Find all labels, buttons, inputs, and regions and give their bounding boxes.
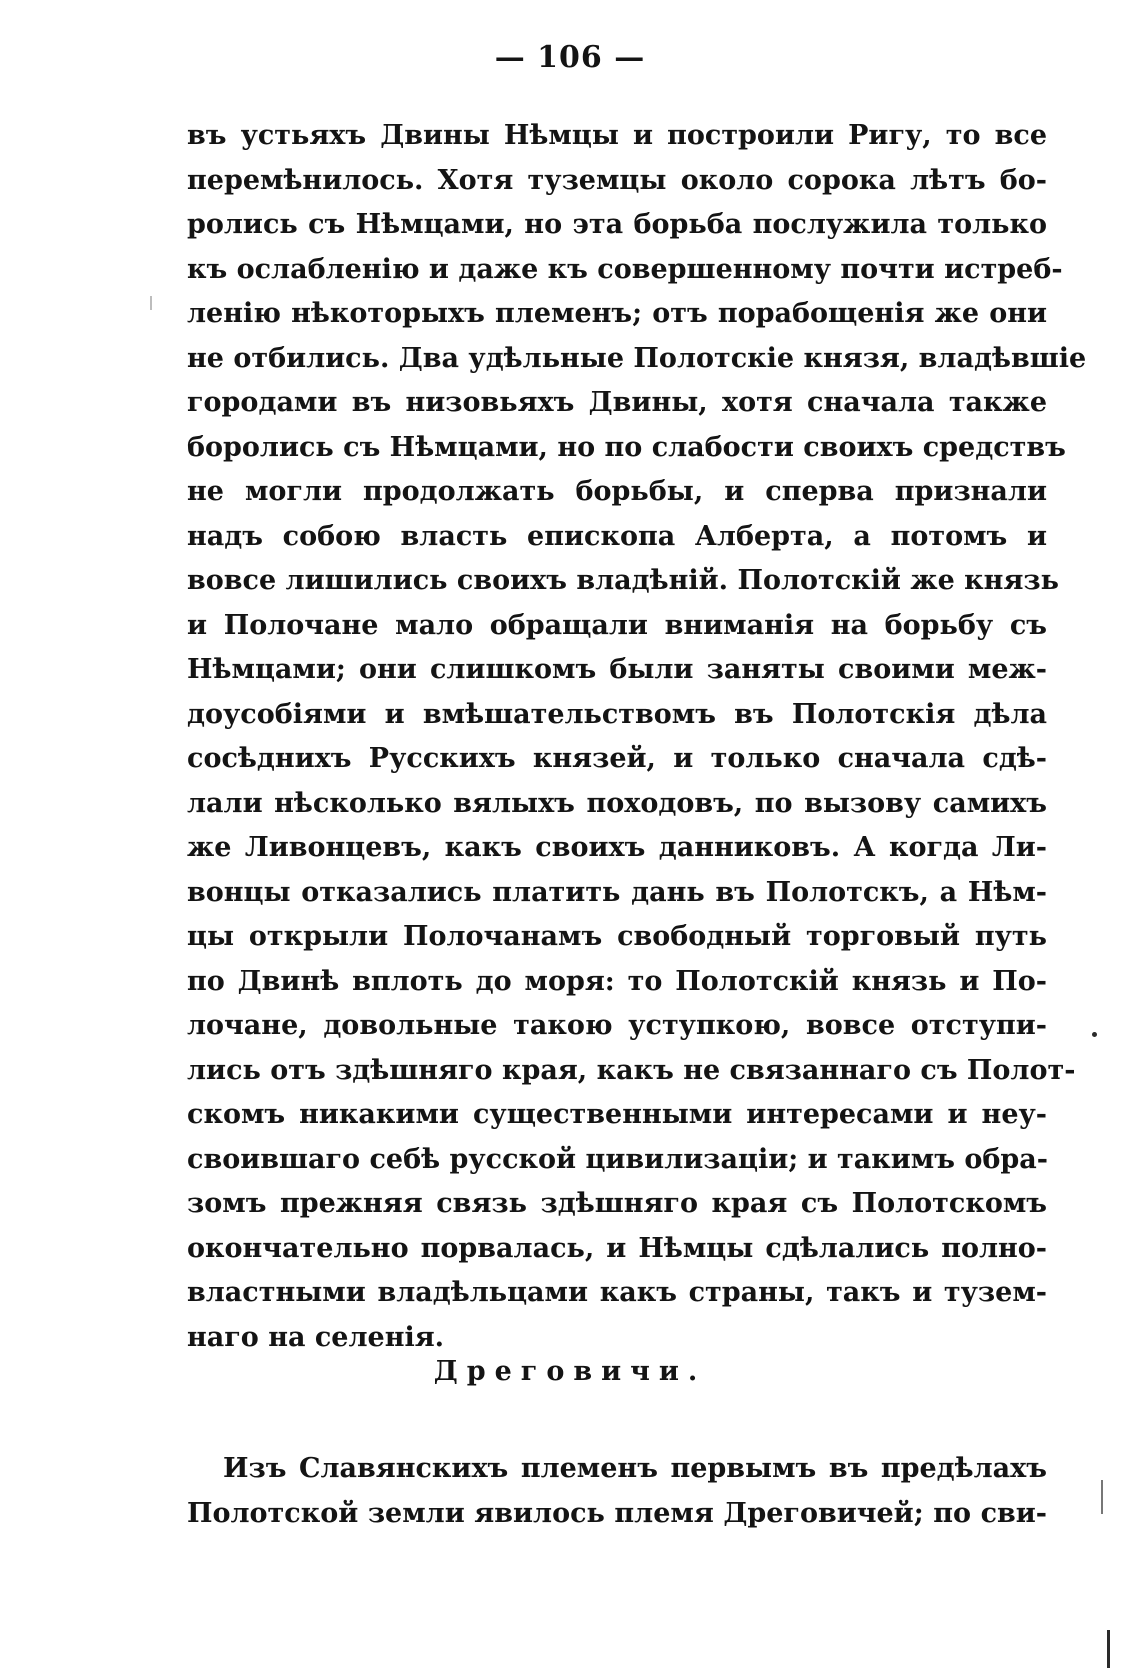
- margin-mark: [1092, 1032, 1097, 1037]
- margin-mark: [1107, 1630, 1110, 1668]
- paragraph-2: [187, 1447, 1047, 1536]
- text-line: къ ослабленію и даже къ совершенному почти истреб-: [187, 253, 1063, 285]
- text-line: перемѣнилось. Хотя туземцы около сорока лѣтъ бо-: [187, 164, 1047, 196]
- text-line: лали нѣсколько вялыхъ походовъ, по вызову самихъ: [187, 787, 1047, 819]
- text-line: властными владѣльцами какъ страны, такъ и тузем-: [187, 1277, 1047, 1308]
- text-line: не отбились. Два удѣльные Полотскіе князя, владѣвшіе: [187, 342, 1087, 374]
- text-line: лись отъ здѣшняго края, какъ не связаннаго съ Полот-: [187, 1054, 1076, 1086]
- text-line: по Двинѣ вплоть до моря: то Полотскій князь и По-: [187, 965, 1047, 997]
- text-line: цы открыли Полочанамъ свободный торговый путь: [187, 921, 1047, 952]
- page-number: — 106 —: [494, 40, 646, 75]
- text-line: не могли продолжать борьбы, и сперва признали: [187, 476, 1047, 507]
- paragraph-1: [187, 114, 1087, 1360]
- text-line: сосѣднихъ Русскихъ князей, и только сначала сдѣ-: [187, 743, 1047, 774]
- text-line: вонцы отказались платить дань въ Полотскъ, а Нѣм-: [187, 876, 1047, 908]
- text-line: и Полочане мало обращали вниманія на борьбу съ: [187, 609, 1047, 641]
- text-line: окончательно порвалась, и Нѣмцы сдѣлались полно-: [187, 1232, 1047, 1264]
- section-heading: Дреговичи.: [433, 1356, 707, 1387]
- text-line: ленію нѣкоторыхъ племенъ; отъ порабощенія же они: [187, 298, 1047, 329]
- text-line: вовсе лишились своихъ владѣній. Полотскій же князь: [187, 565, 1059, 596]
- text-line: доусобіями и вмѣшательствомъ въ Полотскія дѣла: [187, 698, 1047, 730]
- text-line: лочане, довольные такою уступкою, вовсе отступи-: [187, 1010, 1047, 1041]
- text-line: наго на селенія.: [187, 1321, 445, 1353]
- text-line: надъ собою власть епископа Алберта, а потомъ и: [187, 520, 1047, 552]
- text-line: зомъ прежняя связь здѣшняго края съ Полотскомъ: [187, 1188, 1047, 1219]
- text-line: ролись съ Нѣмцами, но эта борьба послужила только: [187, 209, 1047, 240]
- text-line: Нѣмцами; они слишкомъ были заняты своими меж-: [187, 654, 1047, 685]
- text-line: Изъ Славянскихъ племенъ первымъ въ предѣлахъ: [223, 1453, 1047, 1484]
- margin-mark: [1101, 1480, 1103, 1514]
- text-line: боролись съ Нѣмцами, но по слабости своихъ средствъ: [187, 431, 1066, 463]
- text-line: городами въ низовьяхъ Двины, хотя сначала также: [187, 387, 1047, 418]
- text-line: Полотской земли явилось племя Дреговичей; по сви-: [187, 1497, 1047, 1529]
- text-line: своившаго себѣ русской цивилизаціи; и такимъ обра-: [187, 1143, 1048, 1175]
- margin-mark: [150, 296, 152, 310]
- text-line: же Ливонцевъ, какъ своихъ данниковъ. А когда Ли-: [187, 832, 1047, 863]
- text-line: въ устьяхъ Двины Нѣмцы и построили Ригу, то все: [187, 120, 1047, 151]
- text-line: скомъ никакими существенными интересами и неу-: [187, 1099, 1047, 1130]
